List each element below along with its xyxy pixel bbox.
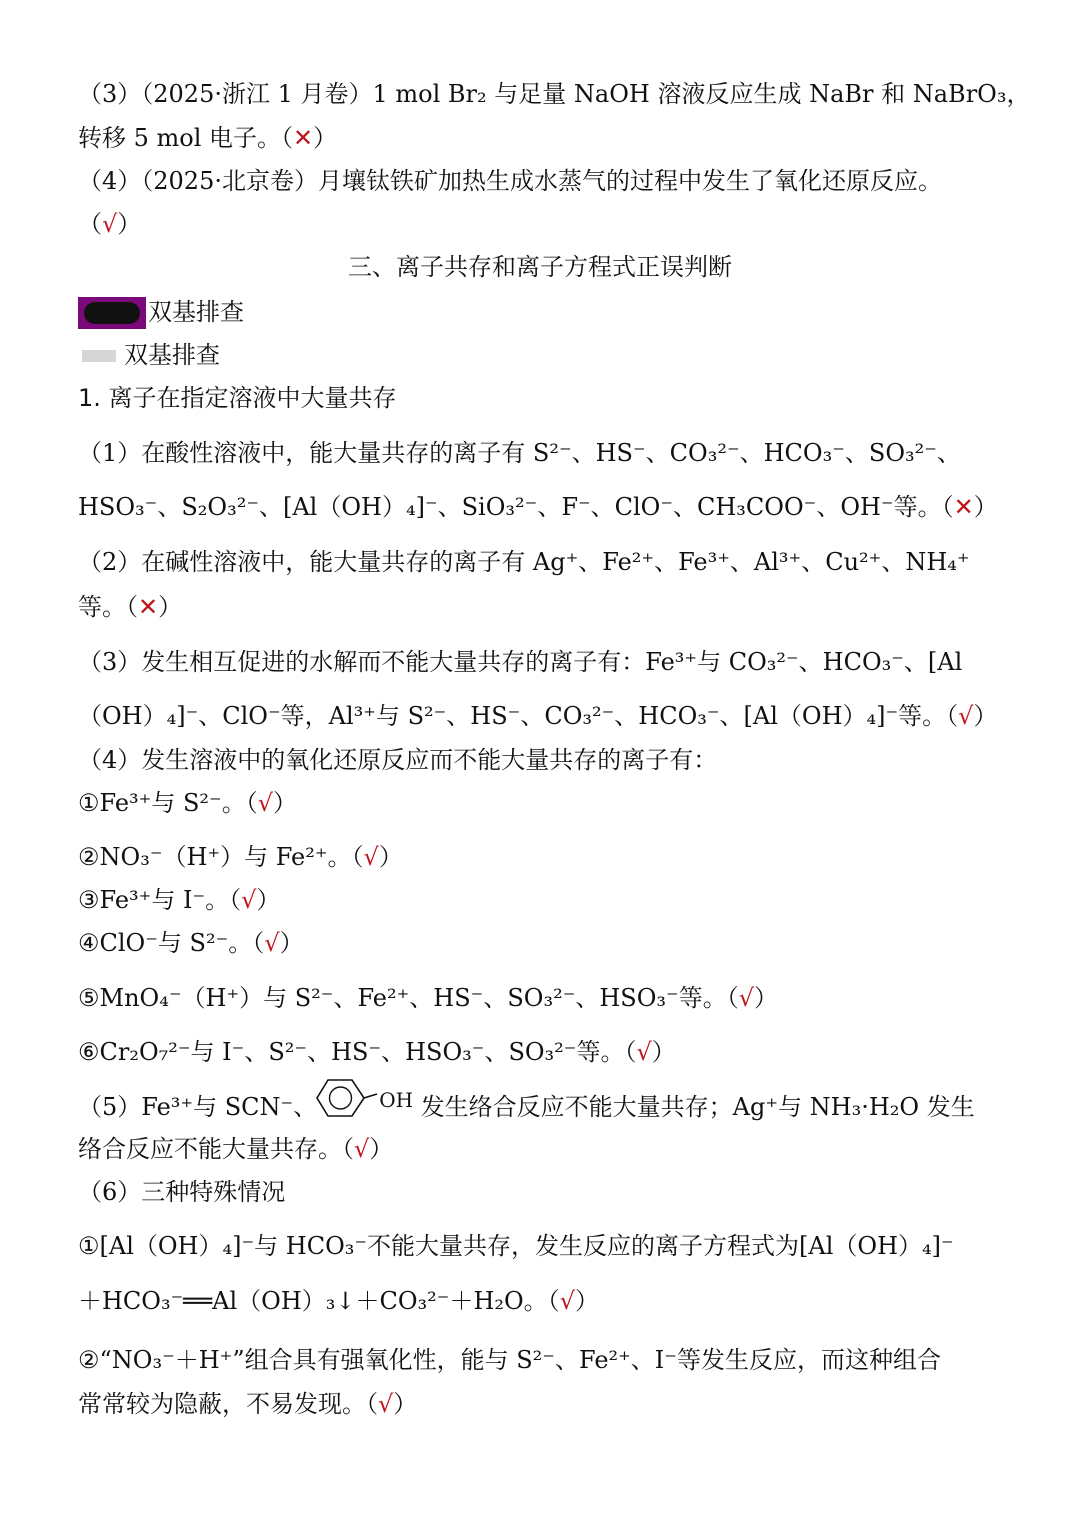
- cross-mark-icon: ✕: [953, 493, 974, 521]
- item-3-line-b: （OH）₄]⁻、ClO⁻等，Al³⁺与 S²⁻、HS⁻、CO₃²⁻、HCO₃⁻、[Al（OH）₄]⁻等。（√）: [78, 702, 998, 730]
- cross-mark-icon: ✕: [138, 593, 159, 621]
- line-3: （3）（2025·浙江 1 月卷）1 mol Br₂ 与足量 NaOH 溶液反应生成 NaBr 和 NaBrO₃，: [78, 80, 1031, 108]
- at-badge-icon: [78, 297, 146, 329]
- item-2-line-a: （2）在碱性溶液中，能大量共存的离子有 Ag⁺、Fe²⁺、Fe³⁺、Al³⁺、Cu²⁺、NH₄⁺: [78, 548, 970, 576]
- item-2-line-b: 等。（✕）: [78, 593, 183, 621]
- item-4-sub-5: ⑤MnO₄⁻（H⁺）与 S²⁻、Fe²⁺、HS⁻、SO₃²⁻、HSO₃⁻等。（√）: [78, 984, 778, 1012]
- cross-mark-icon: ✕: [293, 124, 314, 152]
- badge-heading-text: 双基排查: [148, 298, 244, 326]
- item-4-sub-3: ③Fe³⁺与 I⁻。（√）: [78, 886, 281, 914]
- item-5-line-a: [78, 1090, 1010, 1124]
- benzene-ring-icon: [316, 1077, 378, 1119]
- sub-heading-text: 双基排查: [124, 341, 220, 369]
- section-title: 三、离子共存和离子方程式正误判断: [348, 253, 732, 281]
- topic-1-heading: 1. 离子在指定溶液中大量共存: [78, 384, 397, 412]
- check-mark-icon: √: [559, 1287, 575, 1315]
- item-3-line-a: （3）发生相互促进的水解而不能大量共存的离子有：Fe³⁺与 CO₃²⁻、HCO₃⁻、[Al: [78, 648, 963, 676]
- item-4-intro: （4）发生溶液中的氧化还原反应而不能大量共存的离子有：: [78, 746, 718, 774]
- item-4-sub-4: ④ClO⁻与 S²⁻。（√）: [78, 929, 304, 957]
- item-5-line-b: 络合反应不能大量共存。（√）: [78, 1135, 394, 1163]
- line-4-cont: （√）: [78, 210, 142, 238]
- item-5-post: 发生络合反应不能大量共存；Ag⁺与 NH₃·H₂O 发生: [420, 1093, 975, 1121]
- badge-heading: [78, 295, 1010, 329]
- check-mark-icon: √: [354, 1135, 370, 1163]
- check-mark-icon: √: [102, 210, 118, 238]
- check-mark-icon: √: [241, 886, 257, 914]
- item-4-sub-1: ①Fe³⁺与 S²⁻。（√）: [78, 789, 298, 817]
- check-mark-icon: √: [958, 702, 974, 730]
- line-4: （4）（2025·北京卷）月壤钛铁矿加热生成水蒸气的过程中发生了氧化还原反应。: [78, 167, 942, 195]
- check-mark-icon: √: [257, 789, 274, 817]
- phenol-oh-label: OH: [379, 1088, 414, 1112]
- line-3-cont: 转移 5 mol 电子。（✕）: [78, 124, 338, 152]
- item-6-sub-2-b: 常常较为隐蔽，不易发现。（√）: [78, 1390, 418, 1418]
- item-1-line-b: HSO₃⁻、S₂O₃²⁻、[Al（OH）₄]⁻、SiO₃²⁻、F⁻、ClO⁻、CH₃COO⁻、OH⁻等。（✕）: [78, 493, 998, 521]
- item-5-pre: （5）Fe³⁺与 SCN⁻、: [78, 1093, 318, 1121]
- item-6-sub-1-a: ①[Al（OH）₄]⁻与 HCO₃⁻不能大量共存，发生反应的离子方程式为[Al（OH）₄]⁻: [78, 1232, 954, 1260]
- item-4-sub-6: ⑥Cr₂O₇²⁻与 I⁻、S²⁻、HS⁻、HSO₃⁻、SO₃²⁻等。（√）: [78, 1038, 676, 1066]
- check-mark-icon: √: [264, 929, 280, 957]
- item-6-intro: （6）三种特殊情况: [78, 1178, 286, 1206]
- item-1-line-a: （1）在酸性溶液中，能大量共存的离子有 S²⁻、HS⁻、CO₃²⁻、HCO₃⁻、SO₃²⁻、: [78, 439, 961, 467]
- check-mark-icon: √: [636, 1038, 652, 1066]
- check-mark-icon: √: [738, 984, 754, 1012]
- bar-icon: [82, 350, 116, 362]
- item-6-sub-2-a: ②“NO₃⁻＋H⁺”组合具有强氧化性，能与 S²⁻、Fe²⁺、I⁻等发生反应，而这种组合: [78, 1346, 941, 1374]
- item-4-sub-2: ②NO₃⁻（H⁺）与 Fe²⁺。（√）: [78, 843, 403, 871]
- item-6-sub-1-b: ＋HCO₃⁻══Al（OH）₃↓＋CO₃²⁻＋H₂O。（√）: [78, 1287, 599, 1315]
- check-mark-icon: √: [378, 1390, 394, 1418]
- sub-heading: [78, 338, 1010, 372]
- check-mark-icon: √: [363, 843, 379, 871]
